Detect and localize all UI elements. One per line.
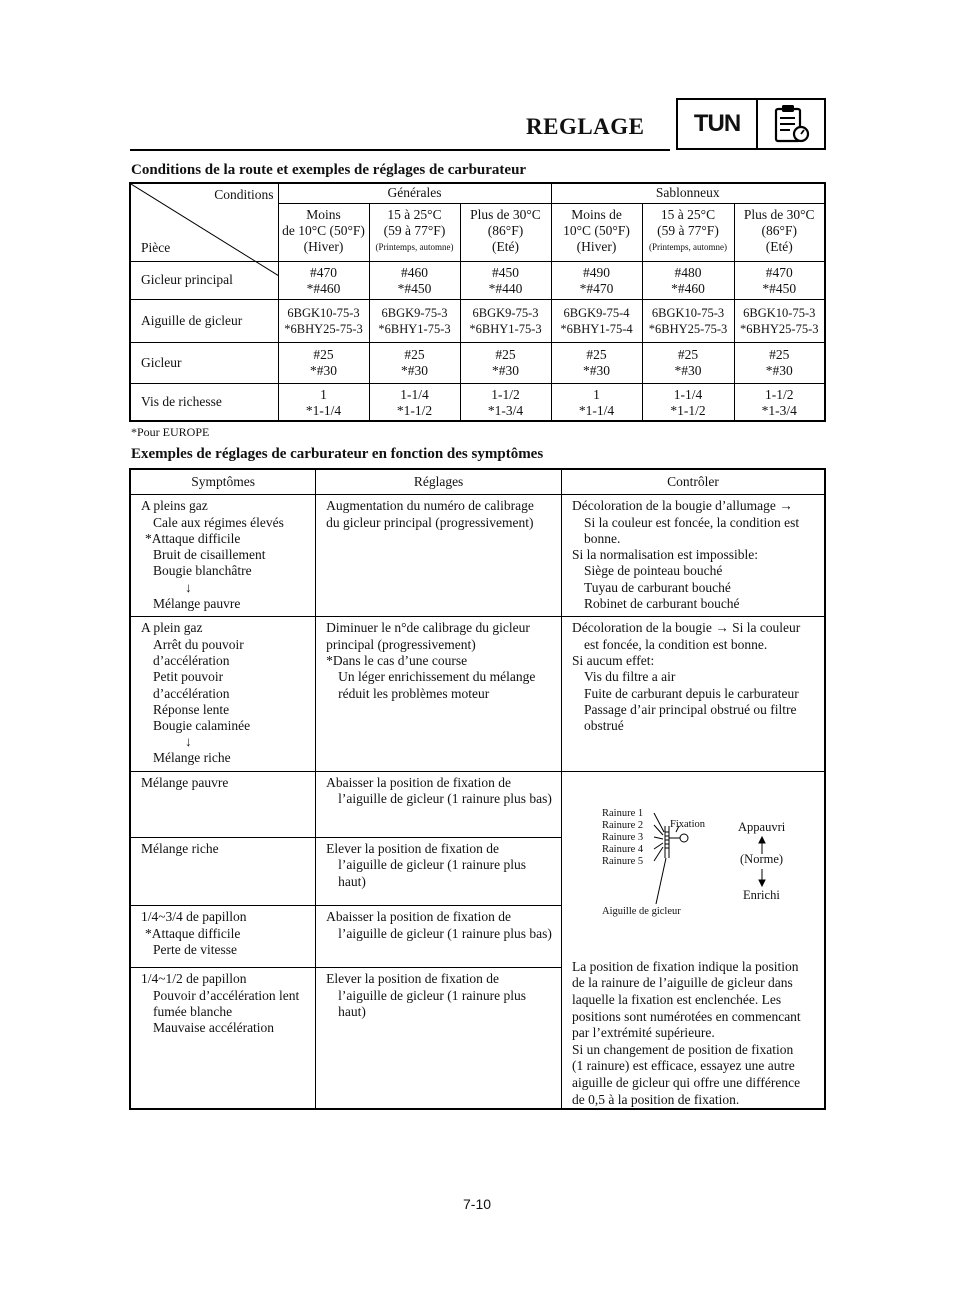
symptom-cell: 1/4~3/4 de papillon *Attaque difficile Perte de vitesse [130, 906, 316, 968]
value-cell: #480 *#460 [642, 261, 734, 299]
arrow-right-icon: → [779, 498, 793, 514]
col-header: 15 à 25°C (59 à 77°F) (Printemps, automne) [369, 203, 460, 261]
row-label: Gicleur principal [130, 261, 278, 299]
arrow-right-icon: → [715, 620, 729, 636]
value-cell: 1-1/2 *1-3/4 [460, 383, 551, 421]
value-cell: #460 *#450 [369, 261, 460, 299]
groove-label: Rainure 2 [601, 819, 644, 831]
col-header-reglages: Réglages [316, 469, 562, 495]
symptom-cell: A plein gaz Arrêt du pouvoir d’accélération Petit pouvoir d’accélération Réponse lente Bougie calaminée ↓ Mélange riche [130, 617, 316, 771]
needle-label: Aiguille de gicleur [601, 905, 681, 917]
value-cell: 6BGK10-75-3 *6BHY25-75-3 [734, 299, 825, 342]
value-cell: #25 *#30 [642, 342, 734, 383]
corner-conditions: Conditions [214, 187, 274, 202]
value-cell: 6BGK9-75-4 *6BHY1-75-4 [551, 299, 642, 342]
carb-settings-table [129, 182, 826, 422]
value-cell: #470 *#460 [278, 261, 369, 299]
norm-label: (Norme) [739, 851, 784, 866]
symptom-cell: 1/4~1/2 de papillon Pouvoir d’accélération lent fumée blanche Mauvaise accélération [130, 968, 316, 1109]
rich-label: Enrichi [742, 887, 780, 902]
group-sablonneux: Sablonneux [551, 183, 825, 203]
section-badge [676, 98, 826, 150]
value-cell: 1 *1-1/4 [278, 383, 369, 421]
col-header: Plus de 30°C (86°F) (Eté) [460, 203, 551, 261]
header-rule [130, 149, 670, 151]
corner-cell [130, 183, 278, 261]
value-cell: 1-1/2 *1-3/4 [734, 383, 825, 421]
value-cell: 6BGK10-75-3 *6BHY25-75-3 [642, 299, 734, 342]
page-title: REGLAGE [526, 114, 645, 139]
row-label: Vis de richesse [130, 383, 278, 421]
value-cell: #490 *#470 [551, 261, 642, 299]
value-cell: 6BGK10-75-3 *6BHY25-75-3 [278, 299, 369, 342]
needle-groove-diagram [562, 796, 824, 956]
adjust-cell: Augmentation du numéro de calibrage du gicleur principal (progressivement) [316, 495, 562, 617]
col-header: Moins de 10°C (50°F) (Hiver) [278, 203, 369, 261]
table2-heading: Exemples de réglages de carburateur en fonction des symptômes [131, 446, 544, 462]
col-header: Plus de 30°C (86°F) (Eté) [734, 203, 825, 261]
symptom-cell: Mélange pauvre [130, 771, 316, 837]
value-cell: 1 *1-1/4 [551, 383, 642, 421]
footnote: *Pour EUROPE [131, 425, 210, 439]
table1-heading: Conditions de la route et exemples de réglages de carburateur [131, 162, 527, 178]
col-header-controler: Contrôler [561, 469, 825, 495]
symptom-cell: A pleins gaz Cale aux régimes élevés *Attaque difficile Bruit de cisaillement Bougie blanchâtre ↓ Mélange pauvre [130, 495, 316, 617]
lean-label: Appauvri [737, 819, 786, 834]
fixation-label: Fixation [669, 818, 705, 830]
value-cell: 6BGK9-75-3 *6BHY1-75-3 [460, 299, 551, 342]
adjust-cell: Elever la position de fixation de l’aiguille de gicleur (1 rainure plus haut) [316, 968, 562, 1109]
page-number: 7-10 [463, 1196, 492, 1212]
check-cell: Décoloration de la bougie d’allumage → Si la couleur est foncée, la condition est bonne. Si la normalisation est impossible: Siège de pointeau bouché Tuyau de carburant bouché Robinet de carburant bouché [561, 495, 825, 617]
value-cell: 1-1/4 *1-1/2 [642, 383, 734, 421]
adjust-cell: Elever la position de fixation de l’aiguille de gicleur (1 rainure plus haut) [316, 838, 562, 906]
check-cell-diagram: Rainure 1 Rainure 2 Rainure 3 Rainure 4 Rainure 5 Fixation Aiguille de gicleur Appauvri (Norme) Enrichi La position de fixation indique la position de la rainure de l’aiguille de gicleur dans laquelle la fixation est enclenchée. Les positions sont numérotées en commencant par l’extrémité supérieure. Si un changement de position de fixation (1 rainure) est efficace, essayez une autre aiguille de gicleur qui offre une différence de 0,5 à la position de fixation. [561, 771, 825, 1109]
adjust-cell: Abaisser la position de fixation de l’aiguille de gicleur (1 rainure plus bas) [316, 771, 562, 837]
value-cell: #450 *#440 [460, 261, 551, 299]
value-cell: 1-1/4 *1-1/2 [369, 383, 460, 421]
corner-piece: Pièce [141, 239, 171, 255]
check-cell: Décoloration de la bougie → Si la couleur est foncée, la condition est bonne. Si aucum effet: Vis du filtre a air Fuite de carburant depuis le carburateur Passage d’air principal obstrué ou filtre obstrué [561, 617, 825, 771]
value-cell: #470 *#450 [734, 261, 825, 299]
groove-label: Rainure 4 [601, 843, 644, 855]
col-header-symptomes: Symptômes [130, 469, 316, 495]
value-cell: #25 *#30 [369, 342, 460, 383]
clipboard-icon [758, 100, 824, 148]
arrow-down-icon: ↓ [185, 579, 192, 595]
adjust-cell: Abaisser la position de fixation de l’aiguille de gicleur (1 rainure plus bas) [316, 906, 562, 968]
symptoms-table [129, 468, 826, 1110]
col-header: 15 à 25°C (59 à 77°F) (Printemps, automne) [642, 203, 734, 261]
badge-label: TUN [678, 100, 758, 148]
symptom-cell: Mélange riche [130, 838, 316, 906]
value-cell: #25 *#30 [460, 342, 551, 383]
col-header: Moins de 10°C (50°F) (Hiver) [551, 203, 642, 261]
value-cell: 6BGK9-75-3 *6BHY1-75-3 [369, 299, 460, 342]
value-cell: #25 *#30 [551, 342, 642, 383]
groove-label: Rainure 5 [601, 855, 644, 867]
groove-label: Rainure 1 [601, 807, 644, 819]
value-cell: #25 *#30 [278, 342, 369, 383]
arrow-down-icon: ↓ [185, 734, 192, 750]
value-cell: #25 *#30 [734, 342, 825, 383]
adjust-cell: Diminuer le n°de calibrage du gicleur principal (progressivement) *Dans le cas d’une course Un léger enrichissement du mélange réduit les problèmes moteur [316, 617, 562, 771]
group-generales: Générales [278, 183, 551, 203]
row-label: Gicleur [130, 342, 278, 383]
row-label: Aiguille de gicleur [130, 299, 278, 342]
groove-label: Rainure 3 [601, 831, 644, 843]
